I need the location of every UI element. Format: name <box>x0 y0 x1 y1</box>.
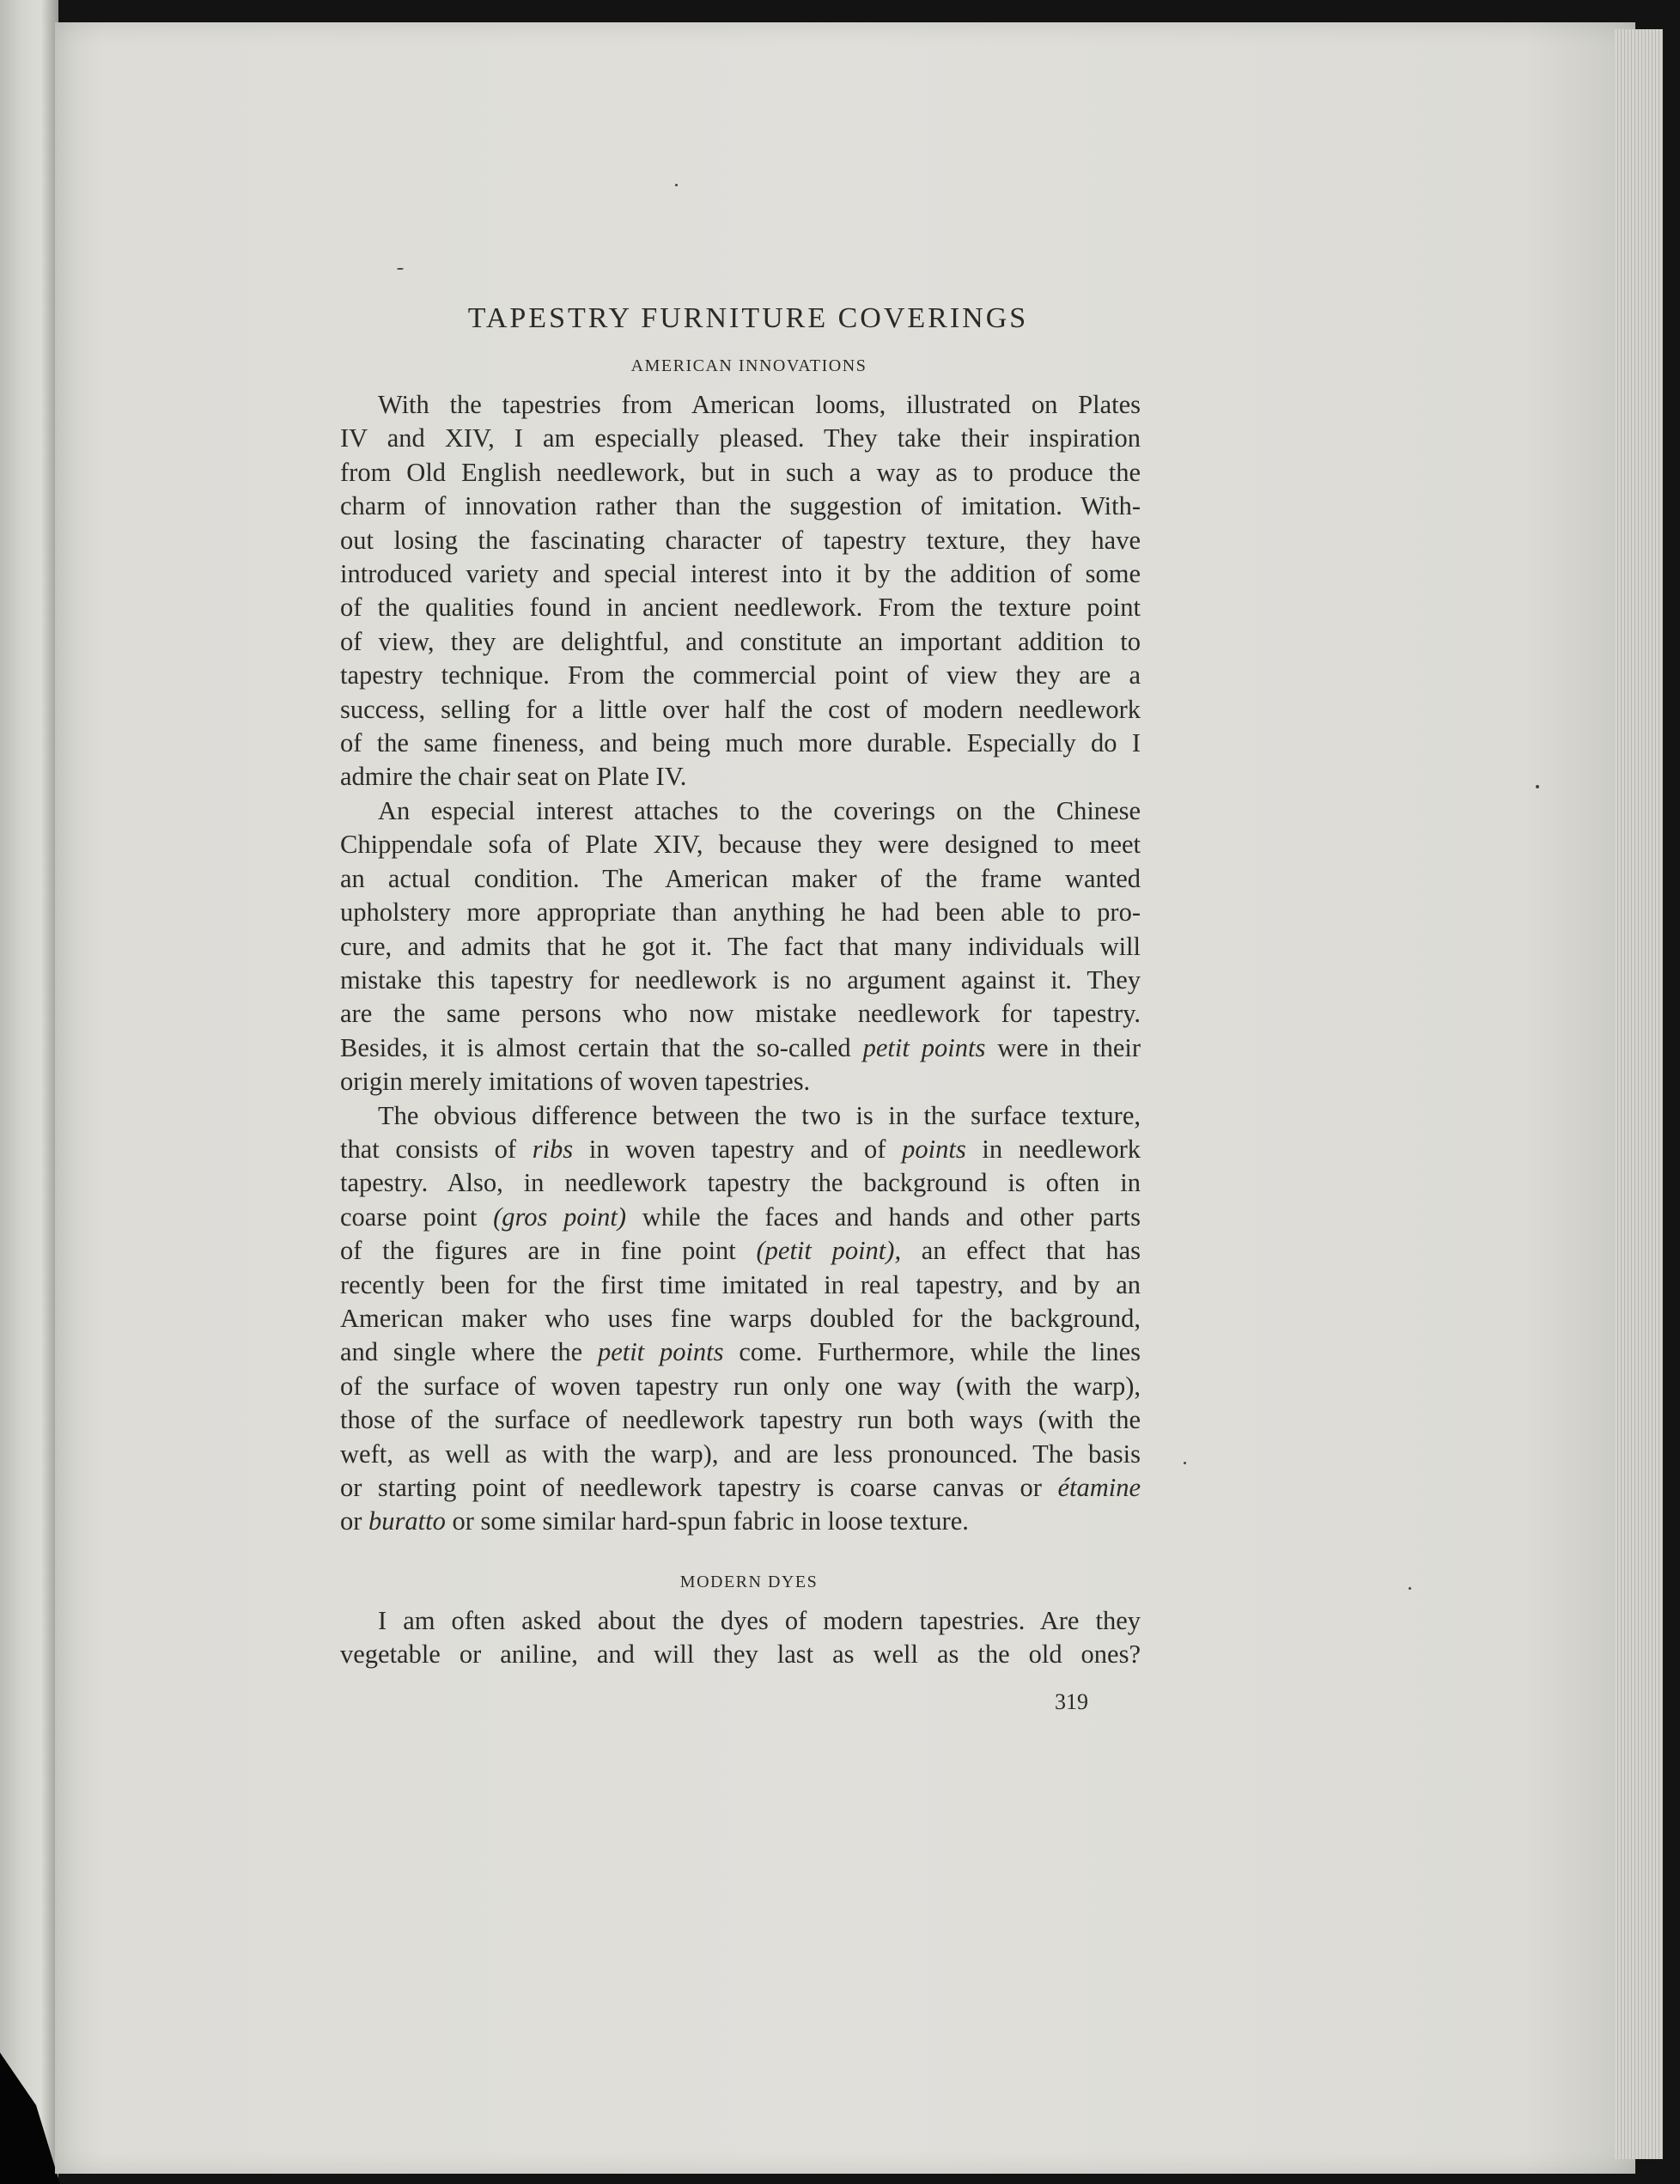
text-run: in needlework <box>965 1134 1141 1164</box>
text-line: cure, and admits that he got it. The fact that many individuals will <box>340 931 1141 961</box>
text-line: are the same persons who now mistake needlework for tapestry. <box>340 999 1141 1029</box>
text-run: or <box>340 1506 369 1536</box>
italic-term: petit points <box>597 1337 724 1367</box>
text-line: I am often asked about the dyes of modern tapestries. Are they <box>378 1605 1141 1635</box>
text-line: charm of innovation rather than the suggestion of imitation. With- <box>340 491 1141 521</box>
text-run: Besides, it is almost certain that the so-called <box>340 1032 863 1062</box>
chapter-title: TAPESTRY FURNITURE COVERINGS <box>467 302 1029 334</box>
text-run: of the figures are in fine point <box>340 1236 757 1266</box>
ink-speck <box>1184 1462 1186 1464</box>
previous-page-edge <box>0 0 58 2184</box>
text-line <box>340 1031 1141 1065</box>
section-heading-american-innovations: AMERICAN INNOVATIONS <box>630 356 867 375</box>
italic-term: petit points <box>862 1032 986 1062</box>
paragraph-2 <box>340 794 1141 1099</box>
text-line: of the same fineness, and being much more durable. Especially do I <box>340 728 1141 758</box>
section-heading-modern-dyes: MODERN DYES <box>679 1572 819 1591</box>
text-line: tapestry. Also, in needlework tapestry the background is often in <box>340 1168 1141 1198</box>
italic-term: (gros point) <box>493 1202 627 1232</box>
page-text <box>340 294 1141 1672</box>
text-line: origin merely imitations of woven tapestries. <box>340 1067 811 1097</box>
italic-term: buratto <box>368 1506 446 1536</box>
text-line <box>340 1133 1141 1166</box>
text-run: that consists of <box>340 1134 533 1164</box>
text-line: success, selling for a little over half the cost of modern needlework <box>340 694 1141 724</box>
ink-speck <box>1536 785 1539 788</box>
text-line <box>340 1471 1141 1505</box>
ink-speck <box>675 184 678 186</box>
text-line: recently been for the first time imitated in real tapestry, and by an <box>340 1269 1141 1299</box>
ink-speck <box>397 268 404 270</box>
text-line <box>340 1201 1141 1234</box>
italic-term: (petit point), <box>756 1236 902 1266</box>
spacer <box>340 1539 1141 1560</box>
paragraph-4 <box>340 1604 1141 1672</box>
italic-term: étamine <box>1057 1473 1141 1502</box>
text-line: mistake this tapestry for needlework is no argument against it. They <box>340 964 1141 995</box>
text-line: of the surface of woven tapestry run only one way (with the warp), <box>340 1371 1141 1401</box>
text-line: those of the surface of needlework tapestry run both ways (with the <box>340 1405 1141 1435</box>
text-line: upholstery more appropriate than anything he had been able to pro- <box>340 897 1141 928</box>
page-stack-edge <box>1615 29 1663 2159</box>
text-line: IV and XIV, I am especially pleased. They take their inspiration <box>340 423 1141 453</box>
italic-term: points <box>902 1134 966 1164</box>
text-line: The obvious difference between the two is in the surface texture, <box>378 1100 1141 1130</box>
text-line: An especial interest attaches to the coverings on the Chinese <box>378 795 1141 825</box>
text-line <box>340 1234 1141 1268</box>
text-run: were in their <box>985 1032 1141 1062</box>
text-line: Chippendale sofa of Plate XIV, because they were designed to meet <box>340 830 1141 860</box>
text-line: vegetable or aniline, and will they last as well as the old ones? <box>340 1640 1141 1670</box>
text-line <box>340 1505 1141 1538</box>
text-line: out losing the fascinating character of tapestry texture, they have <box>340 525 1141 555</box>
text-line: an actual condition. The American maker of the frame wanted <box>340 863 1141 893</box>
text-run: or some similar hard-spun fabric in loose texture. <box>445 1506 969 1536</box>
text-run: an effect that has <box>901 1236 1141 1266</box>
text-line: of the qualities found in ancient needlework. From the texture point <box>340 593 1141 623</box>
page-number: 319 <box>1055 1689 1088 1714</box>
text-run: or starting point of needlework tapestry is coarse canvas or <box>340 1473 1058 1502</box>
text-line: tapestry technique. From the commercial point of view they are a <box>340 660 1141 690</box>
text-line <box>340 1335 1141 1369</box>
text-line: With the tapestries from American looms, illustrated on Plates <box>378 390 1141 419</box>
text-line: weft, as well as with the warp), and are less pronounced. The basis <box>340 1439 1141 1469</box>
ink-speck <box>1409 1587 1411 1590</box>
paragraph-3 <box>340 1099 1141 1539</box>
text-line: from Old English needlework, but in such a way as to produce the <box>340 457 1141 487</box>
italic-term: ribs <box>532 1134 574 1164</box>
paragraph-1 <box>340 388 1141 794</box>
text-line: admire the chair seat on Plate IV. <box>340 762 687 792</box>
text-run: coarse point <box>340 1202 494 1232</box>
text-run: in woven tapestry and of <box>573 1134 903 1164</box>
text-run: while the faces and hands and other parts <box>626 1202 1141 1232</box>
text-run: come. Furthermore, while the lines <box>723 1337 1141 1367</box>
text-line: of view, they are delightful, and constitute an important addition to <box>340 626 1141 656</box>
text-run: and single where the <box>340 1337 598 1367</box>
text-line: introduced variety and special interest into it by the addition of some <box>340 559 1141 589</box>
text-line: American maker who uses fine warps doubled for the background, <box>340 1303 1141 1333</box>
